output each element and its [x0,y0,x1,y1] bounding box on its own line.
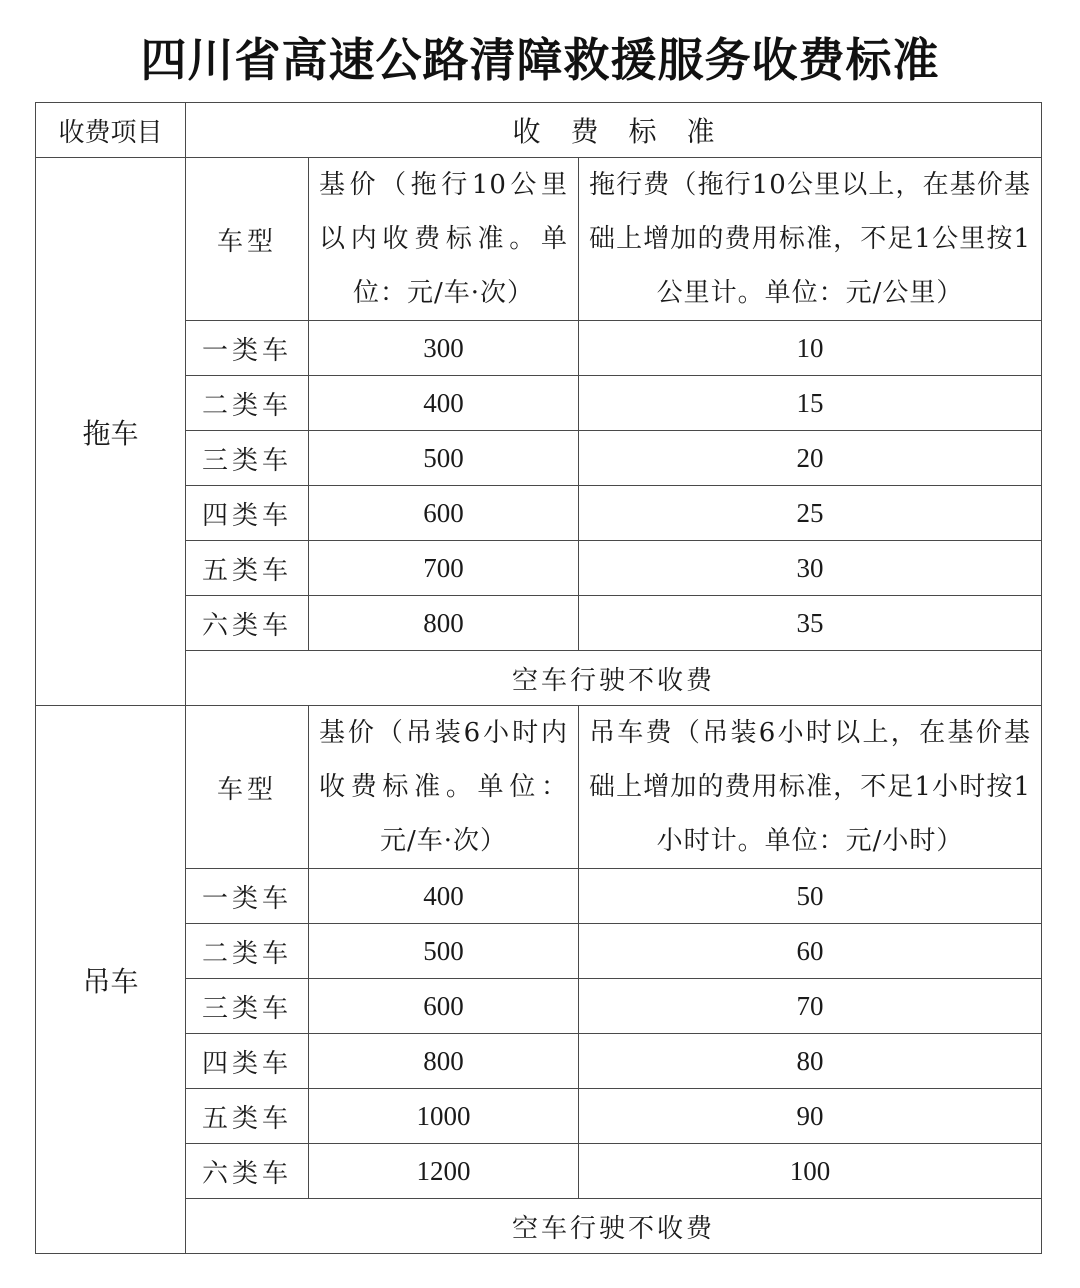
empty-run-note: 空车行驶不收费 [186,1199,1042,1254]
table-row [36,596,1042,651]
extra-fee: 20 [579,431,1042,486]
extra-fee: 90 [579,1089,1042,1144]
vehicle-type: 六类车 [186,596,309,651]
base-price: 500 [309,431,579,486]
extra-fee: 80 [579,1034,1042,1089]
table-row [36,376,1042,431]
base-price: 600 [309,979,579,1034]
category-towing: 拖车 [36,158,186,706]
crane-note-row [36,1199,1042,1254]
vehicle-type: 二类车 [186,376,309,431]
extra-fee: 60 [579,924,1042,979]
table-row [36,431,1042,486]
vehicle-type: 四类车 [186,1034,309,1089]
vehicle-type: 六类车 [186,1144,309,1199]
base-price-header: 基价（拖行10公里以内收费标准。单位：元/车·次） [309,158,579,321]
base-price: 700 [309,541,579,596]
vehicle-type: 五类车 [186,541,309,596]
extra-fee: 10 [579,321,1042,376]
base-price: 1000 [309,1089,579,1144]
extra-fee: 35 [579,596,1042,651]
base-price: 400 [309,376,579,431]
extra-fee: 70 [579,979,1042,1034]
base-price: 800 [309,1034,579,1089]
table-row [36,1089,1042,1144]
page-title: 四川省高速公路清障救援服务收费标准 [140,33,940,87]
base-price: 800 [309,596,579,651]
base-price: 500 [309,924,579,979]
vehicle-type: 三类车 [186,979,309,1034]
table-row [36,979,1042,1034]
table-header-row [36,103,1042,158]
empty-run-note: 空车行驶不收费 [186,651,1042,706]
extra-fee: 25 [579,486,1042,541]
category-crane: 吊车 [36,706,186,1254]
header-fee-item: 收费项目 [36,103,186,158]
towing-note-row [36,651,1042,706]
vehicle-type: 四类车 [186,486,309,541]
vehicle-type: 二类车 [186,924,309,979]
extra-fee: 50 [579,869,1042,924]
table-row [36,321,1042,376]
vehicle-type-header: 车型 [186,158,309,321]
base-price: 1200 [309,1144,579,1199]
table-row [36,541,1042,596]
towing-subheader-row [36,158,1042,321]
table-row [36,924,1042,979]
crane-subheader-row [36,706,1042,869]
vehicle-type: 三类车 [186,431,309,486]
extra-fee: 15 [579,376,1042,431]
table-row [36,486,1042,541]
base-price: 400 [309,869,579,924]
vehicle-type: 一类车 [186,869,309,924]
table-row [36,1144,1042,1199]
vehicle-type: 五类车 [186,1089,309,1144]
extra-fee: 100 [579,1144,1042,1199]
header-fee-standard: 收费标准 [186,103,1042,158]
towing-fee-header: 拖行费（拖行10公里以上，在基价基础上增加的费用标准，不足1公里按1公里计。单位：元/公里） [579,158,1042,321]
vehicle-type-header: 车型 [186,706,309,869]
base-price-header: 基价（吊装6小时内收费标准。单位：元/车·次） [309,706,579,869]
crane-fee-header: 吊车费（吊装6小时以上，在基价基础上增加的费用标准，不足1小时按1小时计。单位：元/小时） [579,706,1042,869]
vehicle-type: 一类车 [186,321,309,376]
table-row [36,1034,1042,1089]
base-price: 600 [309,486,579,541]
fee-standard-table [35,102,1042,1254]
extra-fee: 30 [579,541,1042,596]
base-price: 300 [309,321,579,376]
table-row [36,869,1042,924]
